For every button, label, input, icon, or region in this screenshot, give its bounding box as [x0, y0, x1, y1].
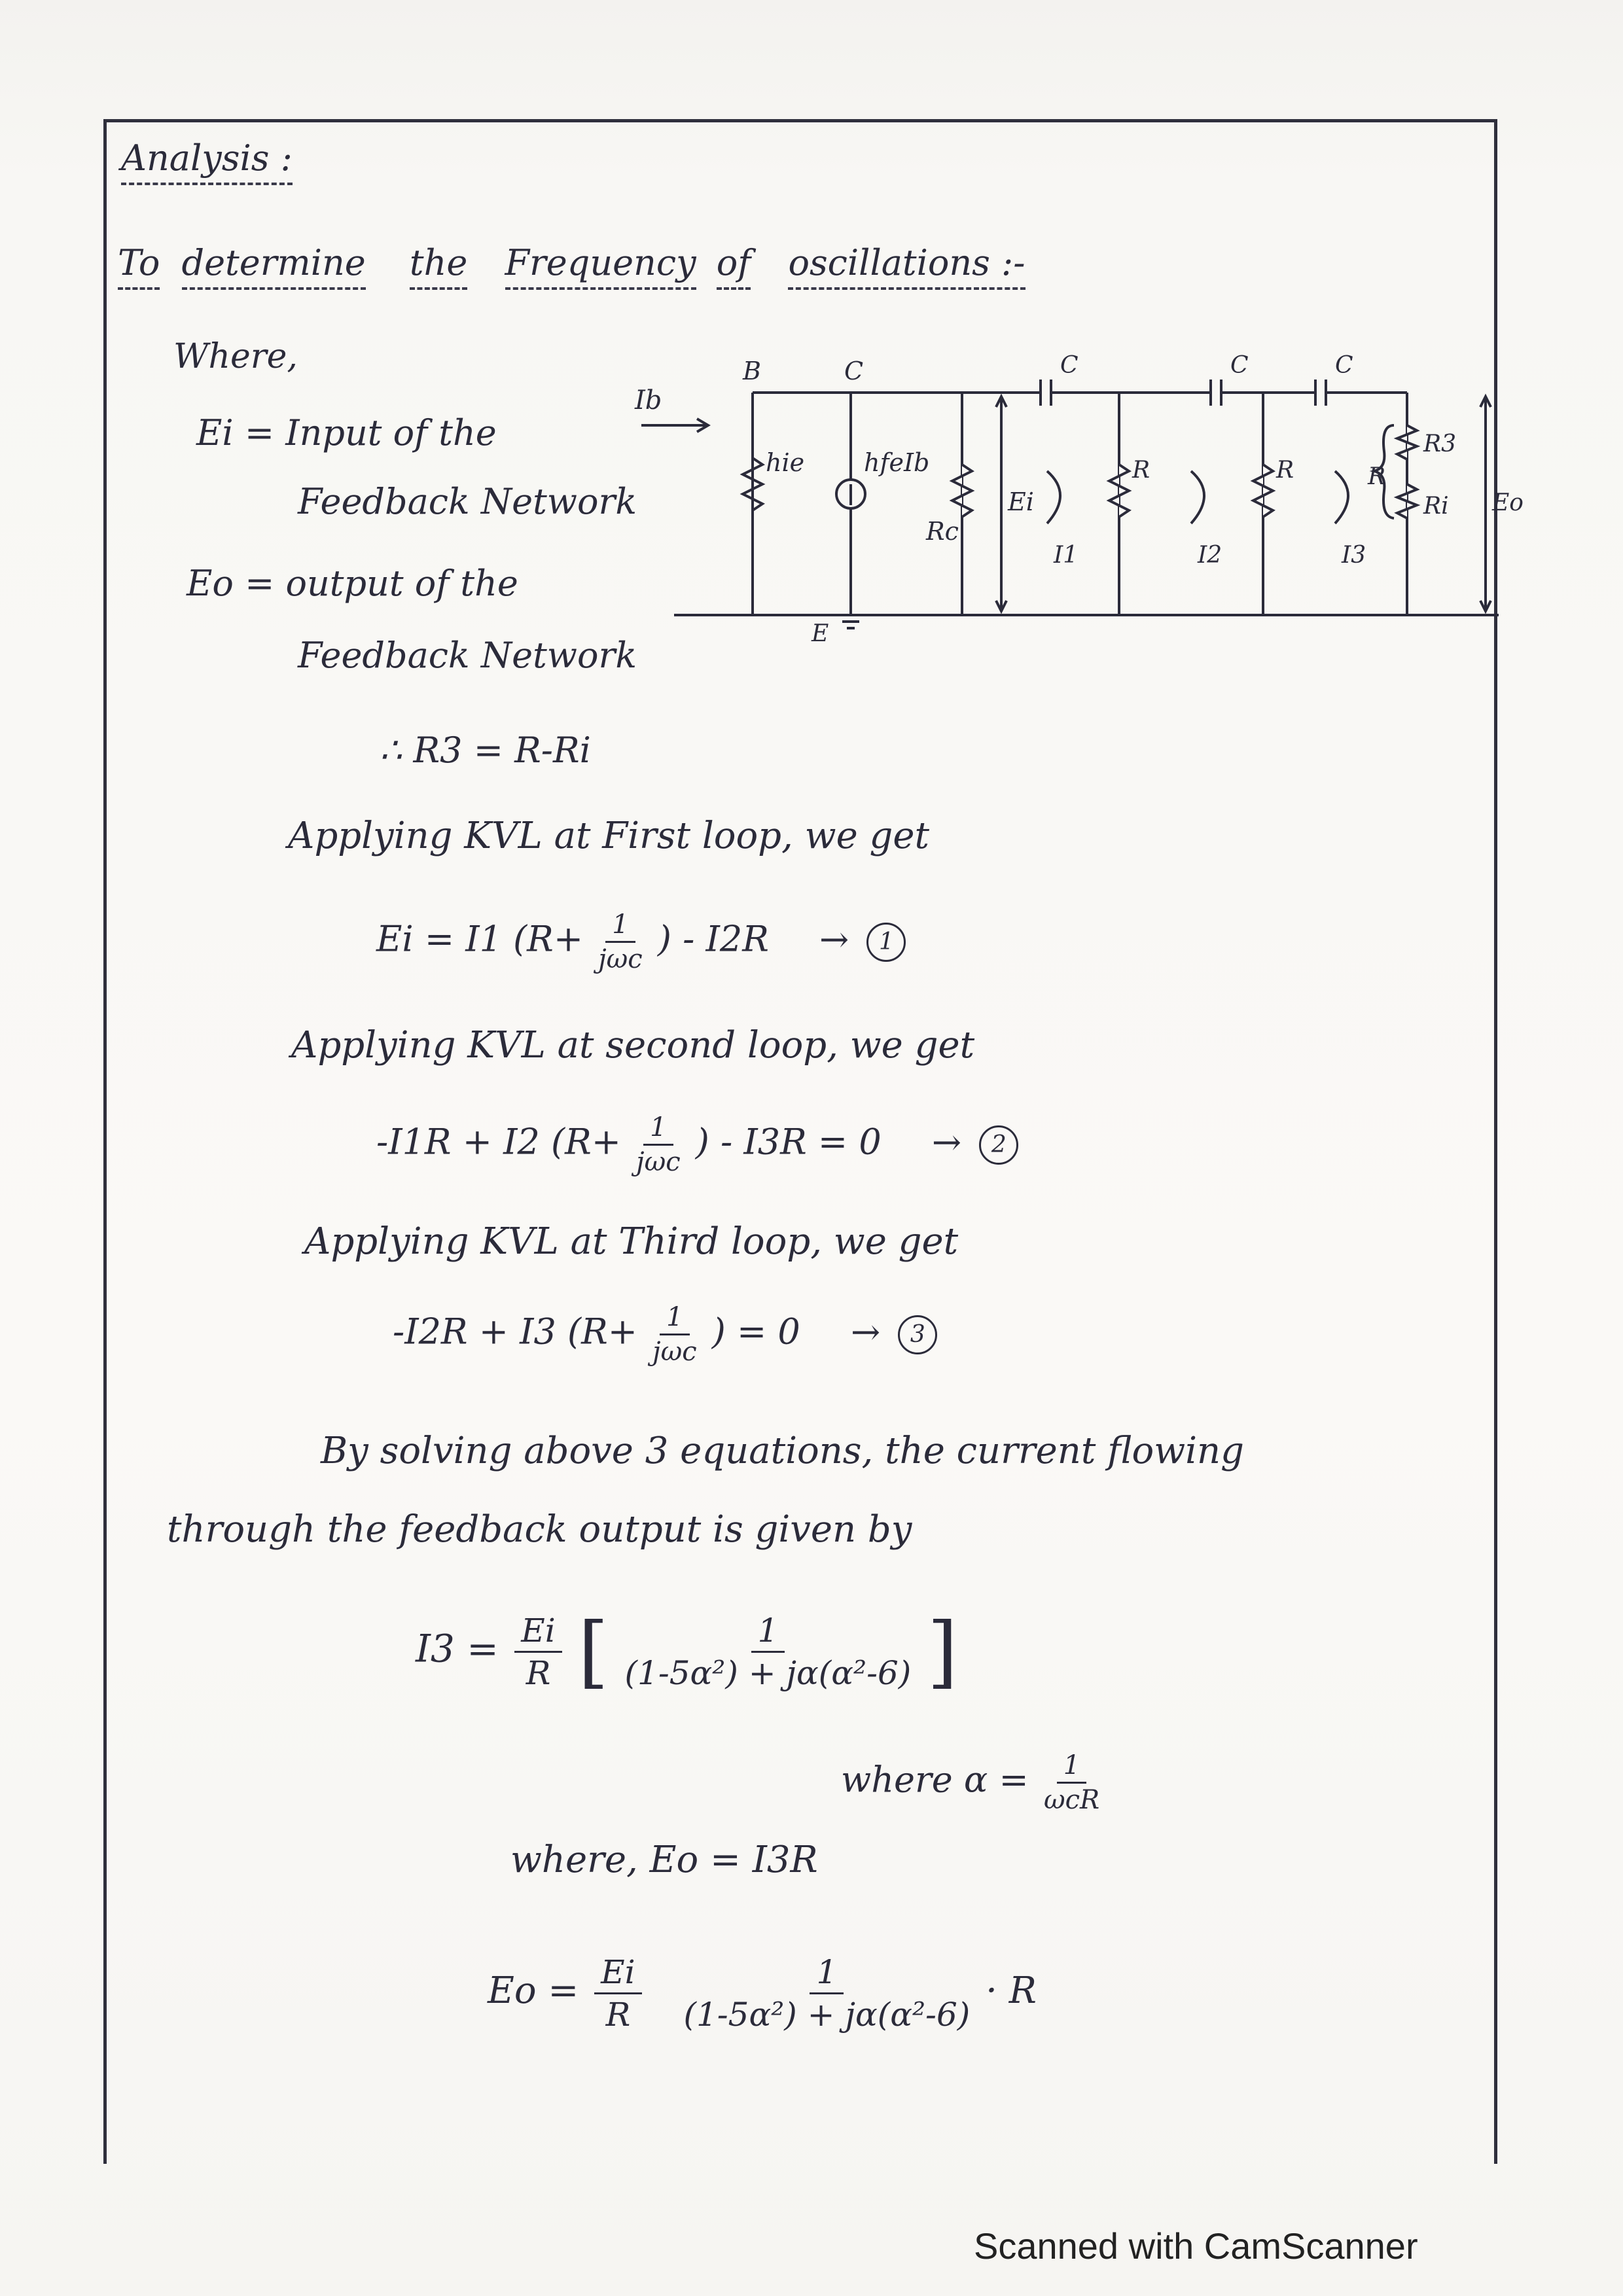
- heading: Analysis :: [121, 137, 293, 185]
- circuit-label-r3: R: [1368, 463, 1386, 490]
- kvl3-fraction: [652, 1302, 696, 1367]
- eo-frac-num: Ei: [594, 1953, 642, 1994]
- circuit-label-hfe: hfeIb: [864, 448, 930, 477]
- circuit-label-b: B: [743, 357, 761, 385]
- eo-equation: [488, 1953, 1037, 2034]
- circuit-label-r3b: R3: [1423, 431, 1457, 457]
- rc-phase-shift-circuit: [622, 352, 1524, 647]
- kvl2-arrow: →: [931, 1121, 962, 1163]
- kvl2-frac-den: jωc: [636, 1147, 681, 1177]
- circuit-label-ib: Ib: [635, 385, 662, 415]
- circuit-label-i3: I3: [1342, 542, 1366, 569]
- i3-frac-num: Ei: [514, 1612, 562, 1653]
- subheading: [118, 242, 1026, 283]
- kvl1-rhs: ) - I2R: [657, 918, 769, 960]
- eo-main-num: 1: [810, 1953, 844, 1994]
- circuit-label-hie: hie: [766, 448, 805, 477]
- kvl3-text: Applying KVL at Third loop, we get: [304, 1220, 959, 1263]
- kvl1-equation: [376, 910, 906, 974]
- eo-definition-cont: Feedback Network: [298, 635, 637, 676]
- circuit-label-c: C: [844, 357, 864, 385]
- circuit-label-cap2: C: [1230, 352, 1249, 379]
- kvl2-equation: [376, 1112, 1018, 1177]
- kvl2-lhs: -I1R + I2 (R+: [376, 1121, 621, 1163]
- eo-definition: Eo = output of the: [187, 563, 518, 604]
- subheading-word: determine: [182, 242, 366, 290]
- circuit-label-ri: Ri: [1423, 493, 1449, 520]
- subheading-word: of: [717, 242, 751, 290]
- circuit-label-rc: Rc: [926, 517, 959, 546]
- eo-tail: · R: [986, 1969, 1037, 2012]
- alpha-frac-den: ωcR: [1043, 1785, 1100, 1815]
- solving-text-line2: through the feedback output is given by: [167, 1508, 912, 1551]
- eo-main-den: (1-5α²) + jα(α²-6): [683, 1996, 971, 2034]
- eo-where-line: where, Eo = I3R: [510, 1839, 818, 1881]
- subheading-word: oscillations :-: [788, 242, 1025, 290]
- i3-main-den: (1-5α²) + jα(α²-6): [624, 1654, 912, 1692]
- alpha-definition: [841, 1750, 1103, 1815]
- kvl1-arrow: →: [819, 918, 849, 960]
- eo-ei-over-r: [594, 1953, 642, 2034]
- subheading-word: Frequency: [505, 242, 696, 290]
- eo-frac-den: R: [605, 1996, 631, 2034]
- ei-definition-cont: Feedback Network: [298, 481, 637, 522]
- i3-bracket-close: ]: [927, 1606, 958, 1697]
- ei-definition: Ei = Input of the: [196, 412, 497, 453]
- alpha-frac-num: 1: [1057, 1750, 1086, 1784]
- circuit-label-eo: Eo: [1492, 489, 1524, 516]
- kvl1-fraction: [598, 910, 642, 974]
- circuit-label-r1: R: [1132, 457, 1150, 484]
- i3-equation: [416, 1606, 958, 1697]
- circuit-label-ei: Ei: [1008, 487, 1034, 516]
- alpha-text: where α =: [841, 1759, 1029, 1801]
- i3-frac-den: R: [526, 1654, 551, 1692]
- kvl2-rhs: ) - I3R = 0: [695, 1121, 882, 1163]
- subheading-word: To: [118, 242, 160, 290]
- kvl2-eq-number: 2: [979, 1125, 1018, 1165]
- eo-lhs: Eo =: [488, 1969, 579, 2012]
- kvl3-lhs: -I2R + I3 (R+: [393, 1311, 637, 1352]
- kvl3-frac-num: 1: [660, 1302, 689, 1335]
- circuit-label-r2: R: [1276, 457, 1294, 484]
- circuit-label-cap3: C: [1335, 352, 1353, 379]
- kvl2-frac-num: 1: [643, 1112, 673, 1146]
- kvl1-eq-number: 1: [866, 923, 906, 962]
- circuit-label-i2: I2: [1198, 542, 1222, 569]
- i3-bracket-open: [: [578, 1606, 609, 1697]
- circuit-label-e: E: [812, 620, 829, 647]
- subheading-word: the: [410, 242, 467, 290]
- kvl1-lhs: Ei = I1 (R+: [376, 918, 584, 960]
- circuit-label-i1: I1: [1054, 542, 1079, 569]
- kvl3-rhs: ) = 0: [711, 1311, 800, 1352]
- kvl3-eq-number: 3: [898, 1315, 937, 1354]
- camscanner-watermark: Scanned with CamScanner: [974, 2225, 1418, 2267]
- kvl1-frac-den: jωc: [598, 944, 643, 974]
- kvl3-frac-den: jωc: [652, 1337, 697, 1367]
- kvl1-frac-num: 1: [605, 910, 635, 943]
- circuit-label-cap1: C: [1060, 352, 1079, 379]
- r3-relation: ∴ R3 = R-Ri: [380, 730, 591, 771]
- solving-text-line1: By solving above 3 equations, the current flowing: [321, 1430, 1244, 1472]
- eo-main-fraction: [683, 1953, 970, 2034]
- kvl3-equation: [393, 1302, 937, 1367]
- where-label: Where,: [173, 337, 298, 376]
- kvl3-arrow: →: [850, 1311, 881, 1352]
- kvl2-text: Applying KVL at second loop, we get: [291, 1024, 975, 1067]
- alpha-fraction: [1044, 1750, 1099, 1815]
- i3-lhs: I3 =: [416, 1626, 499, 1671]
- i3-ei-over-r: [514, 1612, 562, 1692]
- kvl1-text: Applying KVL at First loop, we get: [288, 815, 929, 857]
- i3-main-fraction: [625, 1612, 912, 1692]
- i3-main-num: 1: [751, 1612, 785, 1653]
- kvl2-fraction: [636, 1112, 680, 1177]
